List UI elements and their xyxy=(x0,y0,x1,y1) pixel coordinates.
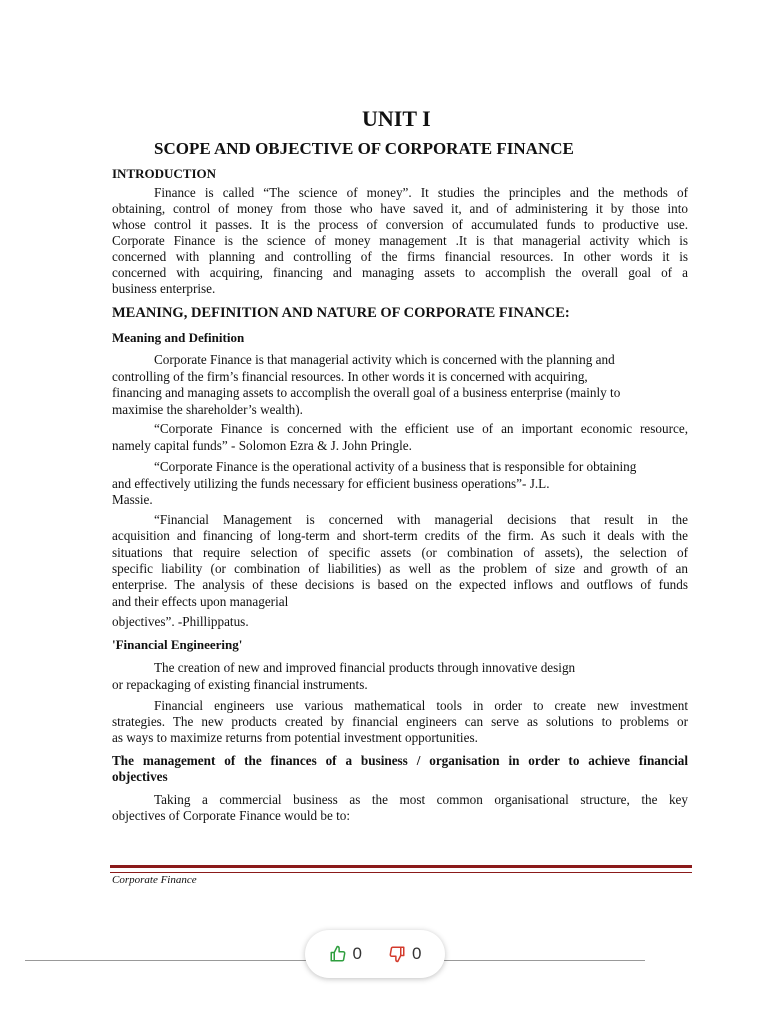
text-line: objectives of Corporate Finance would be to: xyxy=(112,808,351,823)
text-line: Finance is called “The science of money”. It studies the principles and the methods of xyxy=(154,185,688,200)
thumbs-down-icon xyxy=(388,945,406,963)
section-heading: MEANING, DEFINITION AND NATURE OF CORPORATE FINANCE: xyxy=(112,305,570,321)
text-line: and effectively utilizing the funds necessary for efficient business operations”- J.L. xyxy=(112,475,550,491)
text-line: strategies. The new products created by financial engineers can serve as solutions to problems or xyxy=(112,714,688,729)
text-line: business enterprise. xyxy=(112,281,216,296)
text-line: situations that require selection of specific assets (or combination of assets), the selection of xyxy=(112,544,688,560)
text-line: Financial engineers use various mathematical tools in order to create new investment xyxy=(154,698,688,713)
footer-text: Corporate Finance xyxy=(112,874,197,886)
upvote-count: 0 xyxy=(352,944,362,963)
text-line: or repackaging of existing financial instruments. xyxy=(112,677,368,692)
upvote-button[interactable] xyxy=(329,944,362,964)
text-line: concerned with acquiring, financing and managing assets to accomplish the overall goal of a xyxy=(112,265,688,280)
text-line: “Corporate Finance is concerned with the efficient use of an important economic resource, xyxy=(154,421,688,436)
downvote-count: 0 xyxy=(412,944,422,963)
text-line: Massie. xyxy=(112,492,153,507)
text-line: as ways to maximize returns from potential investment opportunities. xyxy=(112,730,478,745)
text-line: acquisition and financing of long-term and short-term credits of the firm. As such it deals with the xyxy=(112,528,688,544)
text-line: Taking a commercial business as the most common organisational structure, the key xyxy=(154,792,688,807)
downvote-button[interactable] xyxy=(388,944,421,964)
unit-title: UNIT I xyxy=(362,106,431,131)
text-line: “Corporate Finance is the operational activity of a business that is responsible for obtaining xyxy=(154,459,637,474)
thumbs-up-icon xyxy=(329,945,347,963)
footer-rule xyxy=(110,865,692,873)
text-line: concerned with planning and controlling of the firms financial resources. In other words it is xyxy=(112,249,688,264)
text-line: “Financial Management is concerned with managerial decisions that result in the xyxy=(154,512,688,527)
text-line: and their effects upon managerial xyxy=(112,593,289,609)
text-line: financing and managing assets to accomplish the overall goal of a business enterprise (mainly to xyxy=(112,385,621,400)
vote-pill xyxy=(305,930,445,978)
financial-engineering-heading: 'Financial Engineering' xyxy=(112,637,243,652)
text-line: obtaining, control of money from those who have saved it, and of administering it by those into xyxy=(112,201,688,216)
text-line: Corporate Finance is the science of money management .It is that managerial activity which is xyxy=(112,233,688,248)
text-line: objectives xyxy=(112,769,168,784)
text-line: specific liability (or combination of liabilities) as well as the problem of size and growth of an xyxy=(112,560,688,576)
text-line: whose control it passes. It is the process of conversion of accumulated funds to productive use. xyxy=(112,217,688,232)
meaning-heading: Meaning and Definition xyxy=(112,330,245,345)
page-title: SCOPE AND OBJECTIVE OF CORPORATE FINANCE xyxy=(154,139,574,158)
text-line: The management of the finances of a business / organisation in order to achieve financial xyxy=(112,753,688,768)
text-line: maximise the shareholder’s wealth). xyxy=(112,401,303,417)
text-line: controlling of the firm’s financial resources. In other words it is concerned with acquiring, xyxy=(112,368,588,384)
text-line: Corporate Finance is that managerial activity which is concerned with the planning and xyxy=(154,352,615,367)
text-line: The creation of new and improved financial products through innovative design xyxy=(154,660,576,675)
text-line: namely capital funds” - Solomon Ezra & J. John Pringle. xyxy=(112,438,412,453)
text-line: enterprise. The analysis of these decisions is based on the expected inflows and outflows of funds xyxy=(112,577,688,593)
intro-heading: INTRODUCTION xyxy=(112,166,217,181)
quote-phillippatus-tail: objectives”. -Phillippatus. xyxy=(112,614,249,629)
